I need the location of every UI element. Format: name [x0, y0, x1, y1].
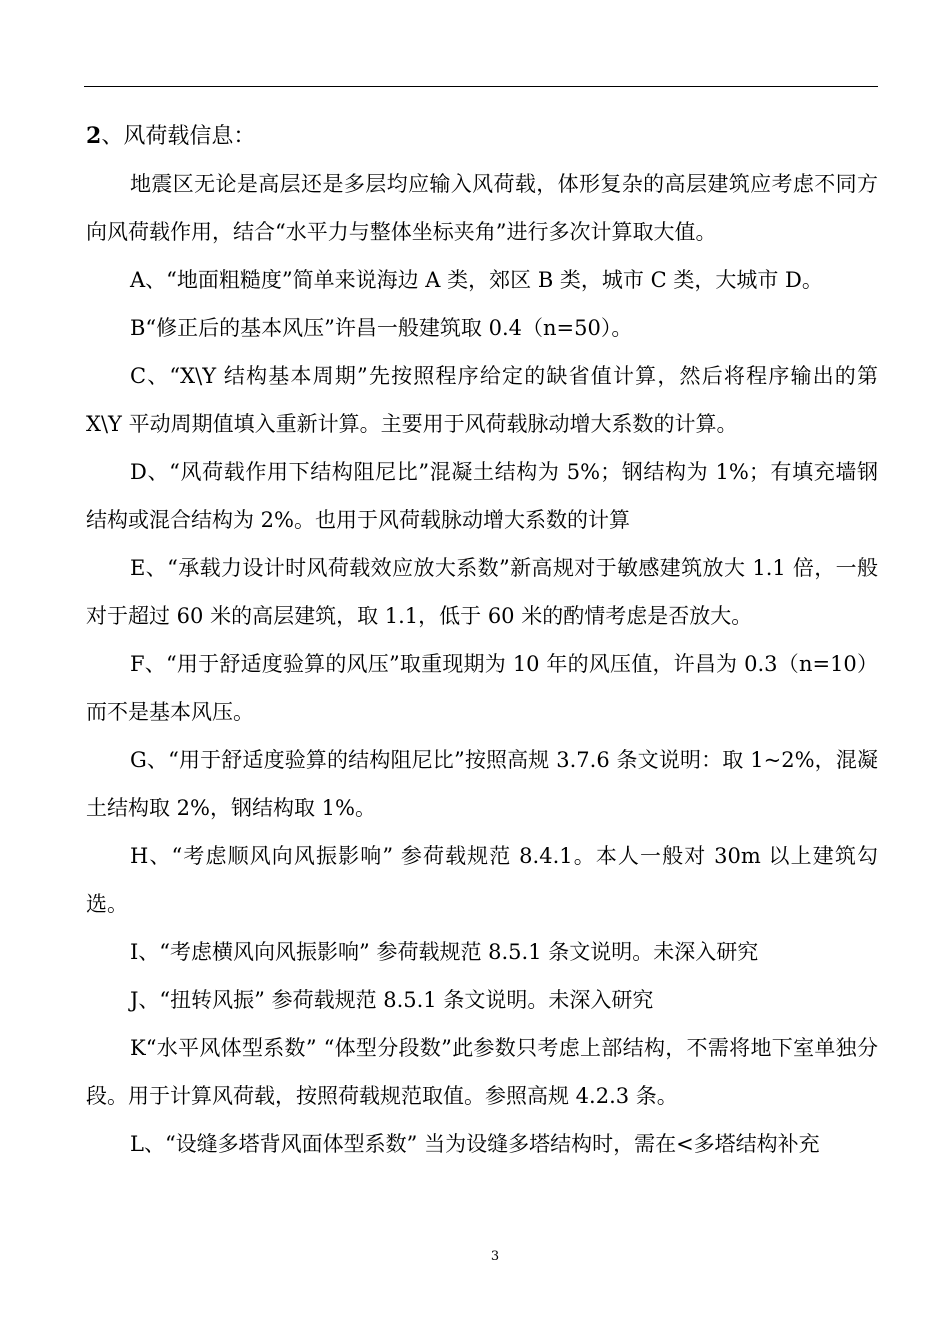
paragraph-a-ground-roughness: A、“地面粗糙度”简单来说海边 A 类，郊区 B 类，城市 C 类，大城市 D。 [130, 268, 823, 292]
paragraph-i-cross-wind-vibration: I、“考虑横风向风振影响” 参荷载规范 8.5.1 条文说明。未深入研究 [130, 940, 759, 964]
header-rule [84, 86, 878, 87]
paragraph-l-multi-tower-coefficient: L、“设缝多塔背风面体型系数” 当为设缝多塔结构时，需在<多塔结构补充 [130, 1132, 820, 1156]
section-heading [86, 112, 878, 160]
paragraph-f-comfort-wind-pressure: F、“用于舒适度验算的风压”取重现期为 10 年的风压值，许昌为 0.3（n=10）而不是基本风压。 [86, 652, 878, 724]
paragraph-j-torsional-vibration: J、“扭转风振” 参荷载规范 8.5.1 条文说明。未深入研究 [130, 988, 654, 1012]
paragraph-e-amplification-factor: E、“承载力设计时风荷载效应放大系数”新高规对于敏感建筑放大 1.1 倍，一般对于超过 60 米的高层建筑，取 1.1，低于 60 米的酌情考虑是否放大。 [86, 556, 878, 628]
paragraph-d-damping-ratio: D、“风荷载作用下结构阻尼比”混凝土结构为 5%；钢结构为 1%；有填充墙钢结构或混合结构为 2%。也用于风荷载脉动增大系数的计算 [86, 460, 878, 532]
paragraph-intro: 地震区无论是高层还是多层均应输入风荷载，体形复杂的高层建筑应考虑不同方向风荷载作用，结合“水平力与整体坐标夹角”进行多次计算取大值。 [86, 172, 878, 244]
page-number: 3 [490, 1249, 500, 1264]
paragraph-h-along-wind-vibration: H、“考虑顺风向风振影响” 参荷载规范 8.4.1。本人一般对 30m 以上建筑勾选。 [86, 844, 878, 916]
section-title: 、风荷载信息： [101, 124, 256, 149]
paragraph-k-shape-coefficient: K“水平风体型系数” “体型分段数”此参数只考虑上部结构，不需将地下室单独分段。用于计算风荷载，按照荷载规范取值。参照高规 4.2.3 条。 [86, 1036, 878, 1108]
section-number: 2 [86, 123, 102, 149]
document-body [86, 112, 878, 1168]
paragraph-g-comfort-damping: G、“用于舒适度验算的结构阻尼比”按照高规 3.7.6 条文说明：取 1~2%，混凝土结构取 2%，钢结构取 1%。 [86, 748, 878, 820]
paragraph-b-basic-wind-pressure: B“修正后的基本风压”许昌一般建筑取 0.4（n=50）。 [130, 316, 633, 340]
paragraph-c-basic-period: C、“X\Y 结构基本周期”先按照程序给定的缺省值计算，然后将程序输出的第 X\Y 平动周期值填入重新计算。主要用于风荷载脉动增大系数的计算。 [86, 364, 878, 436]
